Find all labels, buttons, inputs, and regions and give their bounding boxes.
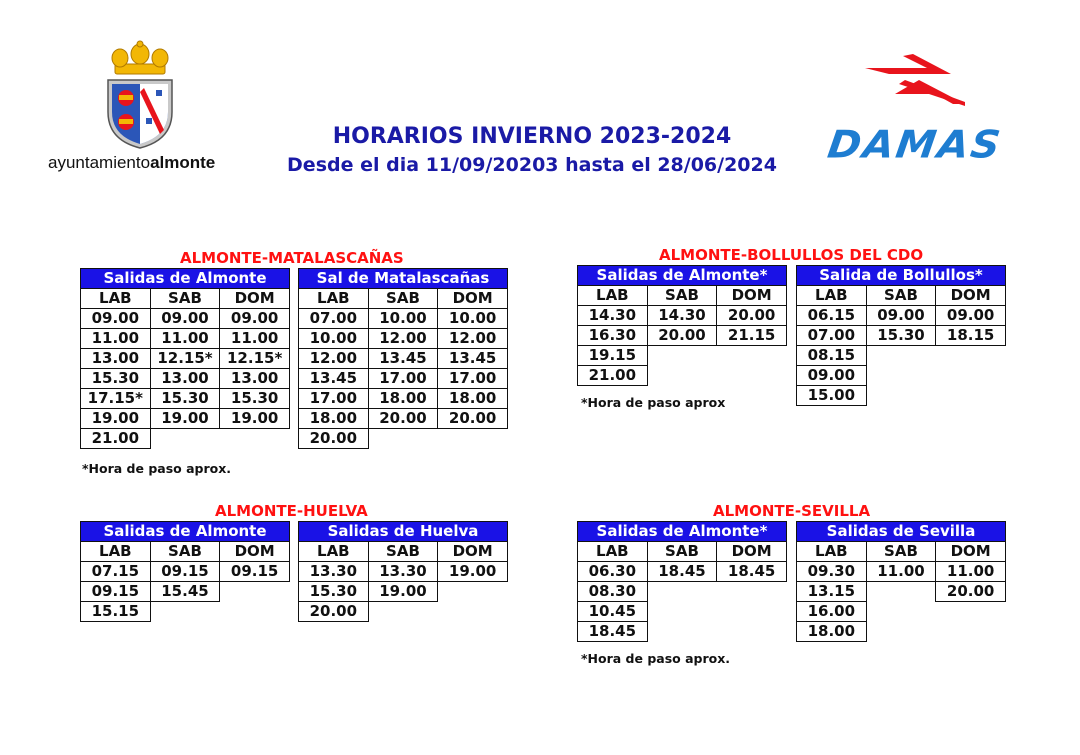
- time-cell: 20.00: [438, 409, 508, 429]
- time-cell: 14.30: [578, 306, 648, 326]
- column-header: SAB: [150, 542, 220, 562]
- table-row: [299, 582, 508, 602]
- column-header: DOM: [220, 289, 290, 309]
- time-cell: 17.00: [368, 369, 438, 389]
- table-row: [299, 409, 508, 429]
- time-cell: 15.45: [150, 582, 220, 602]
- time-cell: 18.00: [797, 622, 867, 642]
- empty-cell: [438, 429, 508, 449]
- time-cell: 11.00: [936, 562, 1006, 582]
- time-cell: 18.15: [936, 326, 1006, 346]
- table-row: [797, 582, 1006, 602]
- time-cell: 10.00: [438, 309, 508, 329]
- empty-cell: [368, 429, 438, 449]
- route-heading-huelva: ALMONTE-HUELVA: [215, 502, 368, 520]
- ayuntamiento-brand-text: ayuntamientoalmonte: [48, 153, 216, 172]
- column-header: DOM: [438, 289, 508, 309]
- table-row: [299, 369, 508, 389]
- time-cell: 13.00: [81, 349, 151, 369]
- empty-cell: [368, 602, 438, 622]
- time-cell: 11.00: [220, 329, 290, 349]
- empty-cell: [220, 602, 290, 622]
- table-row: [578, 326, 787, 346]
- schedule-table-matalascanas-from-almonte: [80, 268, 290, 449]
- time-cell: 12.00: [438, 329, 508, 349]
- column-header: DOM: [717, 286, 787, 306]
- empty-cell: [647, 622, 717, 642]
- note-matalascanas: *Hora de paso aprox.: [82, 461, 232, 476]
- time-cell: 13.00: [220, 369, 290, 389]
- time-cell: 16.00: [797, 602, 867, 622]
- empty-cell: [936, 602, 1006, 622]
- table-row: [81, 309, 290, 329]
- table-row: [299, 309, 508, 329]
- column-header: LAB: [797, 542, 867, 562]
- table-row: [578, 562, 787, 582]
- page-subtitle: Desde el dia 11/09/20203 hasta el 28/06/2024: [287, 154, 777, 176]
- time-cell: 09.30: [797, 562, 867, 582]
- time-cell: 19.15: [578, 346, 648, 366]
- empty-cell: [647, 602, 717, 622]
- time-cell: 15.30: [150, 389, 220, 409]
- time-cell: 12.15*: [220, 349, 290, 369]
- lightning-arrow-icon: [865, 54, 975, 114]
- time-cell: 17.00: [299, 389, 369, 409]
- table-row: [797, 602, 1006, 622]
- table-row: [797, 386, 1006, 406]
- time-cell: 07.15: [81, 562, 151, 582]
- table-row: [797, 346, 1006, 366]
- time-cell: 17.15*: [81, 389, 151, 409]
- table-caption: Sal de Matalascañas: [299, 269, 508, 289]
- empty-cell: [438, 602, 508, 622]
- time-cell: 20.00: [936, 582, 1006, 602]
- column-header: DOM: [438, 542, 508, 562]
- time-cell: 09.15: [220, 562, 290, 582]
- column-header: DOM: [936, 286, 1006, 306]
- column-header: LAB: [299, 542, 369, 562]
- column-header: SAB: [647, 286, 717, 306]
- empty-cell: [717, 582, 787, 602]
- table-row: [797, 306, 1006, 326]
- table-row: [578, 346, 787, 366]
- table-row: [797, 326, 1006, 346]
- schedule-table-huelva-from-huelva: [298, 521, 508, 622]
- column-header: LAB: [81, 542, 151, 562]
- empty-cell: [936, 386, 1006, 406]
- empty-cell: [717, 346, 787, 366]
- column-header: LAB: [81, 289, 151, 309]
- column-header: LAB: [578, 542, 648, 562]
- table-row: [299, 429, 508, 449]
- table-row: [81, 389, 290, 409]
- time-cell: 09.15: [150, 562, 220, 582]
- table-row: [299, 389, 508, 409]
- column-header: SAB: [368, 542, 438, 562]
- empty-cell: [936, 346, 1006, 366]
- time-cell: 06.15: [797, 306, 867, 326]
- table-row: [81, 329, 290, 349]
- empty-cell: [936, 366, 1006, 386]
- empty-cell: [866, 602, 936, 622]
- column-header: LAB: [299, 289, 369, 309]
- time-cell: 09.00: [81, 309, 151, 329]
- time-cell: 10.00: [299, 329, 369, 349]
- time-cell: 09.00: [936, 306, 1006, 326]
- time-cell: 07.00: [797, 326, 867, 346]
- empty-cell: [717, 602, 787, 622]
- table-row: [81, 409, 290, 429]
- table-caption: Salidas de Huelva: [299, 522, 508, 542]
- damas-wordmark: DAMAS: [824, 123, 1005, 167]
- time-cell: 08.15: [797, 346, 867, 366]
- table-row: [81, 349, 290, 369]
- time-cell: 11.00: [150, 329, 220, 349]
- note-sevilla: *Hora de paso aprox.: [581, 651, 731, 666]
- time-cell: 13.30: [368, 562, 438, 582]
- time-cell: 15.30: [220, 389, 290, 409]
- table-row: [578, 366, 787, 386]
- time-cell: 19.00: [438, 562, 508, 582]
- time-cell: 12.15*: [150, 349, 220, 369]
- table-caption: Salidas de Sevilla: [797, 522, 1006, 542]
- empty-cell: [936, 622, 1006, 642]
- route-heading-matalascanas: ALMONTE-MATALASCAÑAS: [180, 249, 404, 267]
- time-cell: 20.00: [299, 429, 369, 449]
- time-cell: 13.15: [797, 582, 867, 602]
- table-caption: Salida de Bollullos*: [797, 266, 1006, 286]
- table-row: [299, 562, 508, 582]
- column-header: SAB: [866, 286, 936, 306]
- column-header: DOM: [220, 542, 290, 562]
- page-title: HORARIOS INVIERNO 2023-2024: [332, 124, 732, 149]
- time-cell: 18.45: [578, 622, 648, 642]
- time-cell: 19.00: [150, 409, 220, 429]
- time-cell: 18.45: [647, 562, 717, 582]
- table-row: [578, 602, 787, 622]
- table-row: [81, 562, 290, 582]
- time-cell: 14.30: [647, 306, 717, 326]
- time-cell: 11.00: [81, 329, 151, 349]
- empty-cell: [866, 582, 936, 602]
- empty-cell: [647, 366, 717, 386]
- table-row: [81, 602, 290, 622]
- empty-cell: [717, 622, 787, 642]
- table-row: [81, 429, 290, 449]
- table-caption: Salidas de Almonte*: [578, 522, 787, 542]
- table-row: [578, 582, 787, 602]
- table-row: [81, 369, 290, 389]
- table-row: [299, 602, 508, 622]
- empty-cell: [150, 429, 220, 449]
- column-header: LAB: [797, 286, 867, 306]
- time-cell: 20.00: [368, 409, 438, 429]
- time-cell: 06.30: [578, 562, 648, 582]
- time-cell: 16.30: [578, 326, 648, 346]
- time-cell: 13.45: [438, 349, 508, 369]
- time-cell: 18.00: [438, 389, 508, 409]
- time-cell: 21.00: [578, 366, 648, 386]
- time-cell: 21.00: [81, 429, 151, 449]
- time-cell: 15.15: [81, 602, 151, 622]
- column-header: SAB: [647, 542, 717, 562]
- time-cell: 15.30: [866, 326, 936, 346]
- empty-cell: [717, 366, 787, 386]
- schedule-table-matalascanas-from-matalascanas: [298, 268, 508, 449]
- time-cell: 13.45: [299, 369, 369, 389]
- time-cell: 20.00: [717, 306, 787, 326]
- time-cell: 21.15: [717, 326, 787, 346]
- empty-cell: [150, 602, 220, 622]
- table-row: [578, 622, 787, 642]
- time-cell: 12.00: [299, 349, 369, 369]
- time-cell: 15.30: [81, 369, 151, 389]
- time-cell: 20.00: [647, 326, 717, 346]
- table-row: [81, 582, 290, 602]
- column-header: LAB: [578, 286, 648, 306]
- column-header: SAB: [866, 542, 936, 562]
- schedule-table-huelva-from-almonte: [80, 521, 290, 622]
- table-row: [299, 329, 508, 349]
- column-header: DOM: [936, 542, 1006, 562]
- table-row: [578, 306, 787, 326]
- table-caption: Salidas de Almonte*: [578, 266, 787, 286]
- time-cell: 18.00: [299, 409, 369, 429]
- schedule-table-sevilla-from-almonte: [577, 521, 787, 642]
- time-cell: 09.00: [220, 309, 290, 329]
- time-cell: 13.45: [368, 349, 438, 369]
- time-cell: 13.30: [299, 562, 369, 582]
- time-cell: 17.00: [438, 369, 508, 389]
- time-cell: 12.00: [368, 329, 438, 349]
- time-cell: 10.45: [578, 602, 648, 622]
- table-caption: Salidas de Almonte: [81, 269, 290, 289]
- table-row: [299, 349, 508, 369]
- column-header: SAB: [368, 289, 438, 309]
- table-row: [797, 366, 1006, 386]
- empty-cell: [647, 346, 717, 366]
- time-cell: 08.30: [578, 582, 648, 602]
- route-heading-sevilla: ALMONTE-SEVILLA: [713, 502, 871, 520]
- column-header: SAB: [150, 289, 220, 309]
- time-cell: 18.00: [368, 389, 438, 409]
- route-heading-bollullos: ALMONTE-BOLLULLOS DEL CDO: [659, 246, 924, 264]
- time-cell: 07.00: [299, 309, 369, 329]
- time-cell: 19.00: [220, 409, 290, 429]
- time-cell: 18.45: [717, 562, 787, 582]
- schedule-table-bollullos-from-almonte: [577, 265, 787, 386]
- time-cell: 09.00: [150, 309, 220, 329]
- empty-cell: [866, 346, 936, 366]
- column-header: DOM: [717, 542, 787, 562]
- table-row: [797, 562, 1006, 582]
- empty-cell: [220, 429, 290, 449]
- table-row: [797, 622, 1006, 642]
- empty-cell: [866, 622, 936, 642]
- table-caption: Salidas de Almonte: [81, 522, 290, 542]
- empty-cell: [647, 582, 717, 602]
- time-cell: 13.00: [150, 369, 220, 389]
- time-cell: 09.00: [797, 366, 867, 386]
- empty-cell: [866, 386, 936, 406]
- time-cell: 19.00: [81, 409, 151, 429]
- time-cell: 10.00: [368, 309, 438, 329]
- empty-cell: [438, 582, 508, 602]
- time-cell: 09.15: [81, 582, 151, 602]
- schedule-table-sevilla-from-sevilla: [796, 521, 1006, 642]
- empty-cell: [866, 366, 936, 386]
- time-cell: 09.00: [866, 306, 936, 326]
- time-cell: 15.30: [299, 582, 369, 602]
- empty-cell: [220, 582, 290, 602]
- schedule-table-bollullos-from-bollullos: [796, 265, 1006, 406]
- time-cell: 15.00: [797, 386, 867, 406]
- time-cell: 20.00: [299, 602, 369, 622]
- note-bollullos: *Hora de paso aprox: [581, 395, 726, 410]
- time-cell: 11.00: [866, 562, 936, 582]
- time-cell: 19.00: [368, 582, 438, 602]
